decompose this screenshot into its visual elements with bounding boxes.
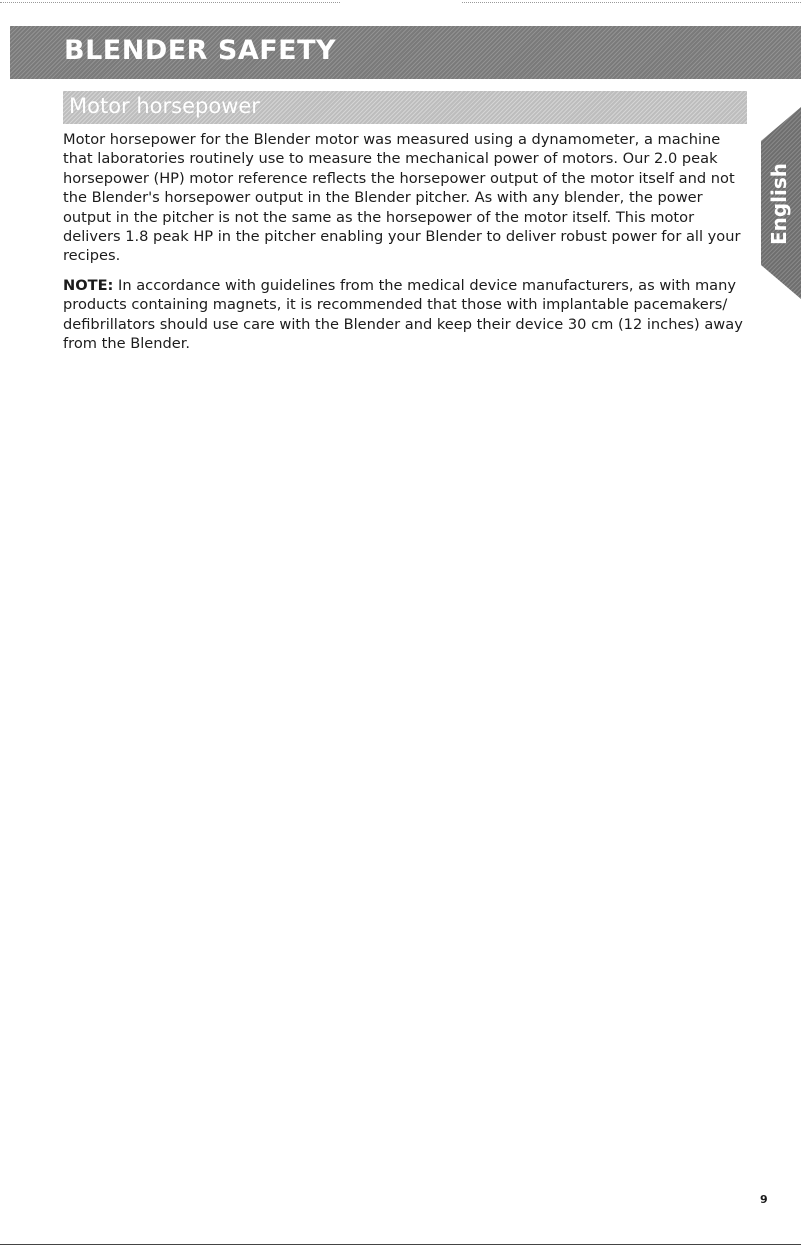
- section-body: [63, 130, 753, 363]
- section-heading-banner: [63, 91, 747, 124]
- note-text: In accordance with guidelines from the medical device manufacturers, as with many products containing magnets, it is recommended that those with implantable pacemakers/ defibrillators should use care with the Blender and keep their device 30 cm (12 inches) away from the Blender.: [63, 276, 743, 353]
- note-paragraph: [63, 276, 753, 354]
- page-number: 9: [760, 1193, 768, 1206]
- page-title: BLENDER SAFETY: [64, 35, 337, 66]
- language-tab: [757, 107, 801, 299]
- paragraph-motor-horsepower: Motor horsepower for the Blender motor was measured using a dynamometer, a machine that laboratories routinely use to measure the mechanical power of motors. Our 2.0 peak horsepower (HP) motor reference reflects the horsepower output of the motor itself and not the Blender's horsepower output in the Blender pitcher. As with any blender, the power output in the pitcher is not the same as the horsepower of the motor itself. This motor delivers 1.8 peak HP in the pitcher enabling your Blender to deliver robust power for all your recipes.: [63, 131, 741, 265]
- top-dotted-rule-left: [0, 2, 340, 3]
- top-dotted-rule-right: [462, 2, 801, 3]
- section-heading: Motor horsepower: [69, 94, 260, 118]
- note-label: NOTE:: [63, 276, 114, 294]
- title-banner: [10, 26, 801, 79]
- bottom-rule: [0, 1244, 801, 1245]
- language-tab-label: English: [767, 162, 792, 246]
